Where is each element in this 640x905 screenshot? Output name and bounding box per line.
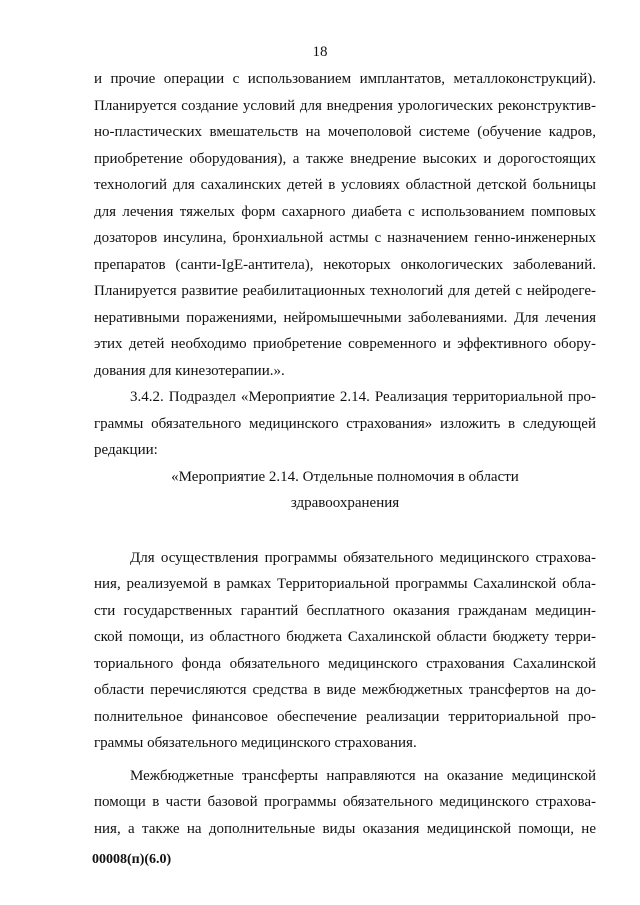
text-line: граммы обязательного медицинского страхования. bbox=[94, 735, 417, 751]
text-line: Планируется создание условий для внедрения урологических реконструктив- bbox=[94, 97, 596, 114]
text-line: дования для кинезотерапии.». bbox=[94, 362, 285, 379]
text-line: области перечисляются средства в виде межбюджетных трансфертов на до- bbox=[94, 682, 596, 698]
text-line: этих детей необходимо приобретение современного и эффективного обору- bbox=[94, 336, 596, 352]
text-line: 3.4.2. Подраздел «Мероприятие 2.14. Реализация территориальной про- bbox=[130, 389, 596, 405]
text-line: препаратов (санти-IgE-антитела), некоторых онкологических заболеваний. bbox=[94, 256, 596, 273]
text-line: но-пластических вмешательств на мочеполовой системе (обучение кадров, bbox=[94, 124, 596, 140]
section-spacer bbox=[94, 517, 596, 545]
document-footer-code: 00008(п)(6.0) bbox=[92, 852, 172, 867]
text-line: ской помощи, из областного бюджета Сахалинской области бюджету терри- bbox=[94, 629, 596, 645]
text-line: ния, реализуемой в рамках Территориальной программы Сахалинской обла- bbox=[94, 576, 596, 592]
text-line: полнительное финансовое обеспечение реализации территориальной про- bbox=[94, 708, 596, 725]
text-line: Планируется развитие реабилитационных технологий для детей с нейродеге- bbox=[94, 283, 596, 299]
text-line: Межбюджетные трансферты направляются на оказание медицинской bbox=[130, 767, 596, 784]
text-line: для лечения тяжелых форм сахарного диабета с использованием помповых bbox=[94, 203, 596, 220]
text-line: сти государственных гарантий бесплатного оказания гражданам медицин- bbox=[94, 602, 596, 619]
text-line: и прочие операции с использованием имплантатов, металлоконструкций). bbox=[94, 71, 596, 87]
page-number: 18 bbox=[312, 44, 328, 60]
text-line: редакции: bbox=[94, 442, 158, 458]
text-line: дозаторов инсулина, бронхиальной астмы с назначением генно-инженерных bbox=[94, 230, 596, 246]
section-heading: «Мероприятие 2.14. Отдельные полномочия в области bbox=[171, 468, 519, 485]
text-line: Для осуществления программы обязательного медицинского страхова- bbox=[130, 549, 596, 566]
text-line: технологий для сахалинских детей в условиях областной детской больницы bbox=[94, 177, 596, 193]
text-line: ния, а также на дополнительные виды оказания медицинской помощи, не bbox=[94, 820, 596, 837]
text-line: граммы обязательного медицинского страхования» изложить в следующей bbox=[94, 415, 596, 432]
text-line: неративными поражениями, нейромышечными заболеваниями. Для лечения bbox=[94, 309, 596, 326]
section-heading: здравоохранения bbox=[290, 495, 400, 511]
text-line: ториального фонда обязательного медицинского страхования Сахалинской bbox=[94, 655, 596, 672]
text-line: помощи в части базовой программы обязательного медицинского страхова- bbox=[94, 794, 596, 810]
document-body bbox=[94, 66, 596, 842]
text-line: приобретение оборудования), а также внедрение высоких и дорогостоящих bbox=[94, 150, 596, 167]
